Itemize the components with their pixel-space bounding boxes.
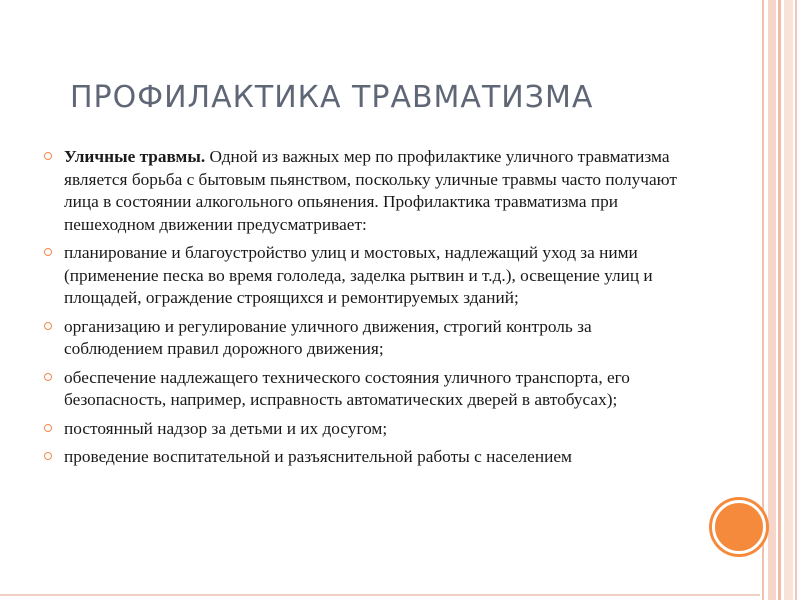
item-text: проведение воспитательной и разъяснительной работы с населением (64, 447, 572, 466)
item-text: обеспечение надлежащего технического состояния уличного транспорта, его безопасность, например, исправность автоматических дверей в автобусах); (64, 367, 630, 409)
item-bold-lead: Уличные травмы. (64, 147, 206, 166)
list-item (44, 367, 694, 412)
bullet-icon (44, 248, 52, 256)
item-text: планирование и благоустройство улиц и мостовых, надлежащий уход за ними (применение песка во время гололеда, заделка рытвин и т.д.), освещение улиц и площадей, ограждение строящихся и ремонтируемых зданий; (64, 243, 653, 307)
decor-stripe (768, 0, 776, 600)
bullet-icon (44, 452, 52, 460)
item-text: организацию и регулирование уличного движения, строгий контроль за соблюдением правил дорожного движения; (64, 316, 592, 358)
list-item (44, 242, 694, 310)
slide-title: ПРОФИЛАКТИКА ТРАВМАТИЗМА (70, 80, 594, 115)
list-item (44, 146, 694, 236)
decor-stripe (762, 0, 764, 600)
decor-stripe (778, 0, 781, 600)
decor-circle (712, 500, 766, 554)
bullet-icon (44, 424, 52, 432)
bullet-list (44, 146, 694, 475)
decor-stripe (784, 0, 793, 600)
list-item (44, 418, 694, 441)
bullet-icon (44, 152, 52, 160)
item-text: Одной из важных мер по профилактике уличного травматизма является борьба с бытовым пьянством, поскольку уличные травмы часто получают лица в состоянии алкогольного опьянения. Профилактика травматизма при пешеходном движении предусматривает: (64, 147, 677, 234)
bullet-icon (44, 373, 52, 381)
decor-bottom-line (0, 594, 760, 596)
decor-stripe (795, 0, 797, 600)
item-text: постоянный надзор за детьми и их досугом; (64, 418, 388, 438)
list-item (44, 316, 694, 361)
bullet-icon (44, 322, 52, 330)
list-item (44, 446, 694, 469)
